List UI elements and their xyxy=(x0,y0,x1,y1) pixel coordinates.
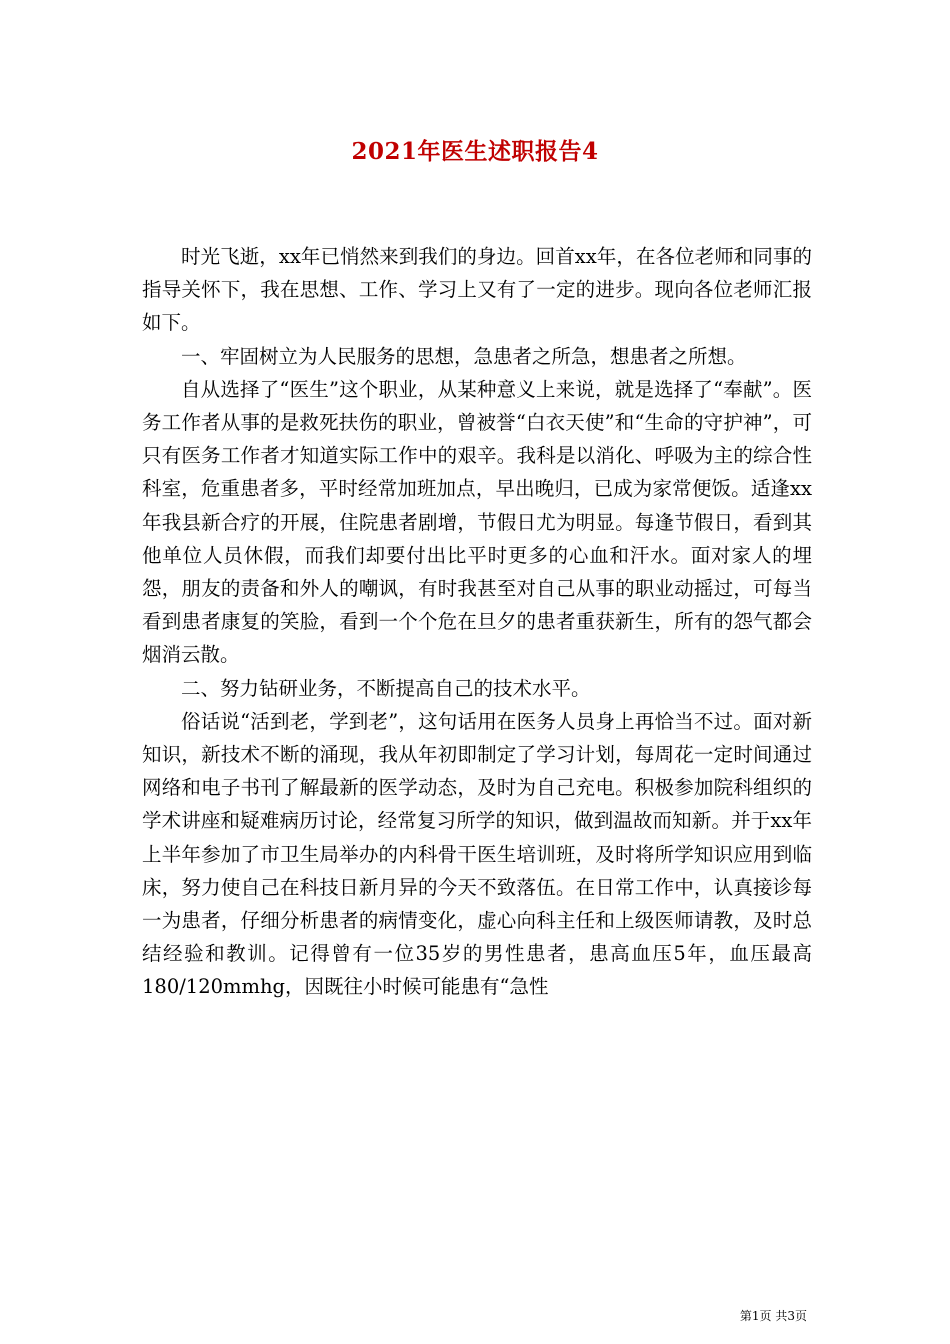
paragraph-intro: 时光飞逝，xx年已悄然来到我们的身边。回首xx年，在各位老师和同事的指导关怀下，我在思想、工作、学习上又有了一定的进步。现向各位老师汇报如下。 xyxy=(142,245,812,335)
paragraph-section-1: 自从选择了“医生”这个职业，从某种意义上来说，就是选择了“奉献”。医务工作者从事的是救死扶伤的职业，曾被誉“白衣天使”和“生命的守护神”，可只有医务工作者才知道实际工作中的艰辛。我科是以消化、呼吸为主的综合性科室，危重患者多，平时经常加班加点，早出晚归，已成为家常便饭。适逢xx年我县新合疗的开展，住院患者剧增，节假日尤为明显。每逢节假日，看到其他单位人员休假，而我们却要付出比平时更多的心血和汗水。面对家人的埋怨，朋友的责备和外人的嘲讽，有时我甚至对自己从事的职业动摇过，可每当看到患者康复的笑脸，看到一个个危在旦夕的患者重获新生，所有的怨气都会烟消云散。 xyxy=(142,377,812,667)
document-title: 2021年医生述职报告4 xyxy=(351,138,599,165)
section-heading-2: 二、努力钻研业务，不断提高自己的技术水平。 xyxy=(181,676,591,700)
paragraph-section-2: 俗话说“活到老，学到老”，这句话用在医务人员身上再恰当不过。面对新知识，新技术不断的涌现，我从年初即制定了学习计划，每周花一定时间通过网络和电子书刊了解最新的医学动态，及时为自己充电。积极参加院科组织的学术讲座和疑难病历讨论，经常复习所学的知识，做到温故而知新。并于xx年上半年参加了市卫生局举办的内科骨干医生培训班，及时将所学知识应用到临床，努力使自己在科技日新月异的今天不致落伍。在日常工作中，认真接诊每一为患者，仔细分析患者的病情变化，虚心向科主任和上级医师请教，及时总结经验和教训。记得曾有一位35岁的男性患者，患高血压5年，血压最高180/120mmhg，因既往小时候可能患有“急性 xyxy=(142,709,812,999)
document-body xyxy=(142,240,812,1004)
page-number-footer: 第1页 共3页 xyxy=(739,1309,807,1323)
section-heading-1: 一、牢固树立为人民服务的思想，急患者之所急，想患者之所想。 xyxy=(181,344,747,368)
